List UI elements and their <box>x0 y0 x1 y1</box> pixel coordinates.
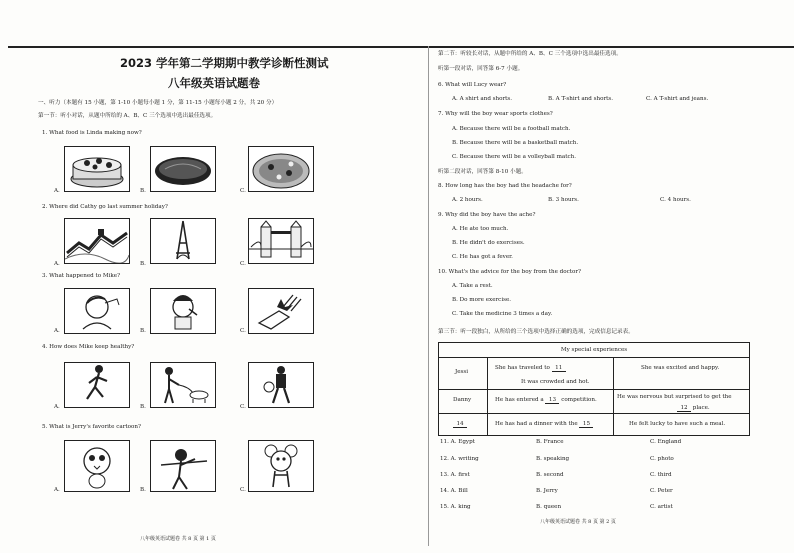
exam-title: 2023 学年第二学期期中教学诊断性测试 <box>120 56 329 70</box>
q13-option-a[interactable]: 13. A. first <box>440 472 470 478</box>
basketball-icon[interactable] <box>248 362 314 408</box>
dialog1-instruction: 听第一段对话，回答第 6-7 小题。 <box>438 66 524 72</box>
blank-14[interactable]: 14 <box>453 421 467 428</box>
q7-option-c[interactable]: C. Because there will be a volleyball match. <box>452 154 576 160</box>
q9-option-c[interactable]: C. He has got a fever. <box>452 254 513 260</box>
r1-text-2: It was crowded and hot. <box>521 379 590 385</box>
dog-walking-icon[interactable] <box>150 362 216 408</box>
great-wall-icon[interactable] <box>64 218 130 264</box>
q12-option-b[interactable]: B. speaking <box>536 456 570 462</box>
r2-feeling-2: 12 place. <box>677 405 710 412</box>
r1-text: She has traveled to 11 <box>495 365 566 372</box>
row-name-danny: Danny <box>453 397 472 403</box>
q15-option-b[interactable]: B. queen <box>536 504 562 510</box>
q11-option-b[interactable]: B. France <box>536 439 564 445</box>
q7-option-a[interactable]: A. Because there will be a football match. <box>452 126 571 132</box>
part3-instruction: 第三节：听一段独白，从所给的三个选项中选择正确的选项，完成信息记录表。 <box>438 329 634 335</box>
q13-option-c[interactable]: C. third <box>650 472 672 478</box>
mulan-icon[interactable] <box>150 440 216 492</box>
r3-text: He has had a dinner with the 15 <box>495 421 593 428</box>
running-icon[interactable] <box>64 362 130 408</box>
right-footer: 八年级英语试题卷 共 8 页 第 2 页 <box>540 519 616 525</box>
tweety-icon[interactable] <box>64 440 130 492</box>
question-5: 5. What is Jerry's favorite cartoon? <box>42 424 141 430</box>
tower-bridge-icon[interactable] <box>248 218 314 264</box>
q11-option-a[interactable]: 11. A. Egypt <box>440 439 475 445</box>
option-label: B. <box>140 188 146 194</box>
fever-icon[interactable] <box>150 288 216 334</box>
q8-option-b[interactable]: B. 3 hours. <box>548 197 579 203</box>
q14-option-c[interactable]: C. Peter <box>650 488 673 494</box>
q6-option-c[interactable]: C. A T-shirt and jeans. <box>646 96 709 102</box>
question-8: 8. How long has the boy had the headache for? <box>438 183 572 189</box>
cake-icon[interactable] <box>64 146 130 192</box>
top-rule <box>8 46 794 48</box>
q7-option-b[interactable]: B. Because there will be a basketball match. <box>452 140 579 146</box>
option-label: C. <box>240 328 246 334</box>
q9-option-b[interactable]: B. He didn't do exercises. <box>452 240 525 246</box>
q10-option-c[interactable]: C. Take the medicine 3 times a day. <box>452 311 553 317</box>
option-label: A. <box>54 188 60 194</box>
table-header: My special experiences <box>560 347 628 353</box>
r1-feeling: She was excited and happy. <box>641 365 720 371</box>
option-label: C. <box>240 188 246 194</box>
cut-hand-icon[interactable] <box>248 288 314 334</box>
q12-option-a[interactable]: 12. A. writing <box>440 456 479 462</box>
q6-option-b[interactable]: B. A T-shirt and shorts. <box>548 96 614 102</box>
r3-feeling: He felt lucky to have such a meal. <box>629 421 726 427</box>
q6-option-a[interactable]: A. A shirt and shorts. <box>452 96 513 102</box>
pie-icon[interactable] <box>150 146 216 192</box>
headache-icon[interactable] <box>64 288 130 334</box>
question-3: 3. What happened to Mike? <box>42 273 121 279</box>
option-label: C. <box>240 404 246 410</box>
option-label: A. <box>54 261 60 267</box>
q10-option-a[interactable]: A. Take a rest. <box>452 283 493 289</box>
option-label: C. <box>240 261 246 267</box>
question-6: 6. What will Lucy wear? <box>438 82 507 88</box>
blank-13[interactable]: 13 <box>545 397 559 404</box>
q15-option-c[interactable]: C. artist <box>650 504 673 510</box>
option-label: A. <box>54 404 60 410</box>
option-label: B. <box>140 404 146 410</box>
option-label: B. <box>140 328 146 334</box>
option-label: A. <box>54 487 60 493</box>
q10-option-b[interactable]: B. Do more exercise. <box>452 297 512 303</box>
option-label: C. <box>240 487 246 493</box>
option-label: B. <box>140 261 146 267</box>
question-7: 7. Why will the boy wear sports clothes? <box>438 111 553 117</box>
q9-option-a[interactable]: A. He ate too much. <box>452 226 509 232</box>
q11-option-c[interactable]: C. England <box>650 439 682 445</box>
option-label: B. <box>140 487 146 493</box>
blank-12[interactable]: 12 <box>677 405 691 412</box>
left-footer: 八年级英语试题卷 共 8 页 第 1 页 <box>140 536 216 542</box>
dialog2-instruction: 听第二段对话，回答第 8-10 小题。 <box>438 169 527 175</box>
part1-instruction: 第一节：听小对话，从题中所给的 A、B、C 三个选项中选出最佳选项。 <box>38 113 217 119</box>
blank-15[interactable]: 15 <box>579 421 593 428</box>
q8-option-a[interactable]: A. 2 hours. <box>452 197 483 203</box>
experience-table <box>438 342 750 436</box>
question-10: 10. What's the advice for the boy from the doctor? <box>438 269 582 275</box>
q14-option-b[interactable]: B. Jerry <box>536 488 558 494</box>
q15-option-a[interactable]: 15. A. king <box>440 504 471 510</box>
q14-option-a[interactable]: 14. A. Bill <box>440 488 468 494</box>
pizza-icon[interactable] <box>248 146 314 192</box>
jerry-mouse-icon[interactable] <box>248 440 314 492</box>
part2-instruction: 第二节：听较长对话，从题中所给的 A、B、C 三个选项中选出最佳选项。 <box>438 51 622 57</box>
q12-option-c[interactable]: C. photo <box>650 456 674 462</box>
r2-text: He has entered a 13 competition. <box>495 397 597 403</box>
exam-subtitle: 八年级英语试题卷 <box>168 76 260 90</box>
q8-option-c[interactable]: C. 4 hours. <box>660 197 691 203</box>
question-2: 2. Where did Cathy go last summer holiday? <box>42 204 168 210</box>
r3-name <box>453 421 467 428</box>
blank-11[interactable]: 11 <box>552 365 566 372</box>
page-divider <box>428 46 429 546</box>
question-1: 1. What food is Linda making now? <box>42 130 142 136</box>
r2-feeling: He was nervous but surprised to get the <box>617 394 732 400</box>
q13-option-b[interactable]: B. second <box>536 472 564 478</box>
option-label: A. <box>54 328 60 334</box>
section-heading: 一、听力（本题有 15 小题，第 1-10 小题每小题 1 分，第 11-15 小题每小题 2 分，共 20 分） <box>38 100 278 106</box>
question-4: 4. How does Mike keep healthy? <box>42 344 135 350</box>
row-name-jessi: Jessi <box>455 369 469 375</box>
eiffel-tower-icon[interactable] <box>150 218 216 264</box>
question-9: 9. Why did the boy have the ache? <box>438 212 536 218</box>
